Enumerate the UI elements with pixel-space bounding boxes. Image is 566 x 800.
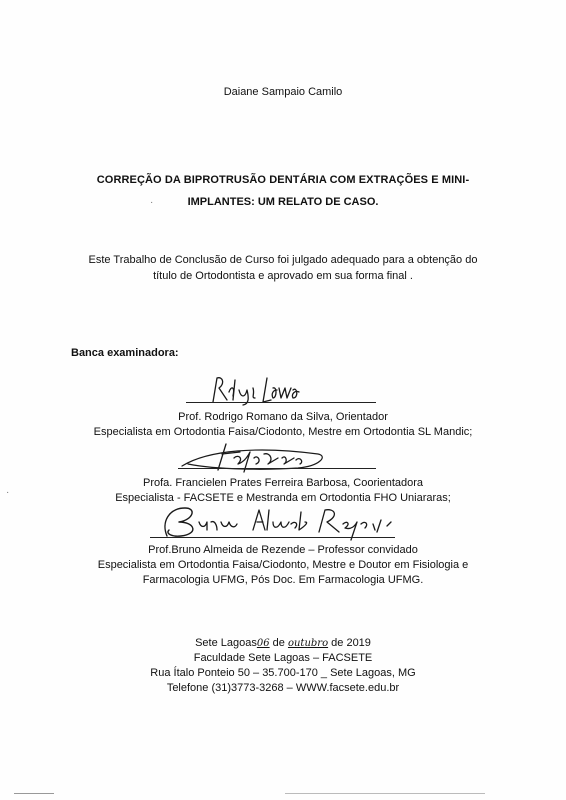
member-3-credentials-line-1: Especialista em Ortodontia Faisa/Ciodonto, Mestre e Doutor em Fisiologia e [97, 559, 469, 571]
footer-institution: Faculdade Sete Lagoas – FACSETE [193, 652, 373, 664]
signature-francielen [178, 440, 328, 476]
signature-line-3 [150, 537, 395, 538]
member-2-name: Profa. Francielen Prates Ferreira Barbosa, Coorientadora [142, 477, 424, 489]
footer-address: Rua Ítalo Ponteio 50 – 35.700-170 _ Sete Lagoas, MG [150, 667, 416, 679]
footer [0, 636, 566, 696]
author-name: Daiane Sampaio Camilo [223, 86, 343, 98]
board-member-3 [0, 543, 566, 588]
thesis-title-line-1: CORREÇÃO DA BIPROTRUSÃO DENTÁRIA COM EXTRAÇÕES E MINI- [96, 174, 470, 186]
scan-artifact-line [285, 793, 485, 794]
footer-de: de [272, 637, 285, 649]
member-2-credentials: Especialista - FACSETE e Mestranda em Ortodontia FHO Uniararas; [115, 492, 451, 504]
footer-month-handwritten: outubro [287, 638, 329, 649]
footer-date-line [0, 636, 566, 651]
footer-contact: Telefone (31)3773-3268 – WWW.facsete.edu.br [166, 682, 400, 694]
board-member-1 [0, 410, 566, 440]
scan-artifact-line [14, 793, 54, 794]
signature-rodrigo [205, 372, 305, 406]
approval-statement-line-2: título de Ortodontista e aprovado em sua forma final . [153, 270, 413, 282]
stray-dot: · [150, 197, 154, 208]
signature-line-1 [186, 402, 376, 403]
examining-board-label: Banca examinadora: [71, 347, 179, 359]
member-1-credentials: Especialista em Ortodontia Faisa/Ciodonto, Mestre em Ortodontia SL Mandic; [93, 426, 473, 438]
member-3-credentials-line-2: Farmacologia UFMG, Pós Doc. Em Farmacologia UFMG. [142, 574, 424, 586]
footer-year: de 2019 [331, 637, 371, 649]
approval-statement-line-1: Este Trabalho de Conclusão de Curso foi julgado adequado para a obtenção do [88, 254, 478, 266]
thesis-title-line-2: IMPLANTES: UM RELATO DE CASO. [187, 196, 379, 208]
member-1-name: Prof. Rodrigo Romano da Silva, Orientador [178, 411, 388, 423]
signature-line-2 [178, 468, 376, 469]
signature-bruno [155, 500, 405, 542]
footer-day-handwritten: 06 [256, 638, 270, 649]
member-3-name: Prof.Bruno Almeida de Rezende – Professor convidado [148, 544, 418, 556]
scan-artifact-mark: · [6, 487, 10, 498]
footer-city: Sete Lagoas [195, 637, 257, 649]
